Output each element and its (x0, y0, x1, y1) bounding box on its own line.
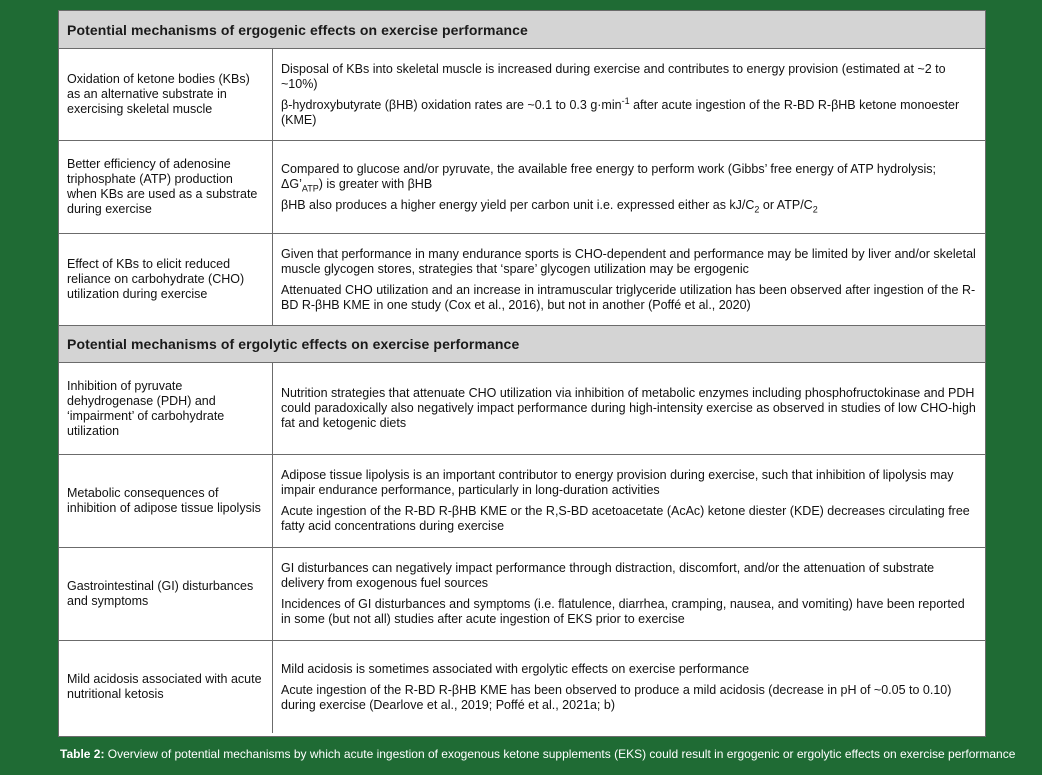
mechanism-label: Gastrointestinal (GI) disturbances and symptoms (67, 579, 254, 608)
mechanism-cell (59, 548, 273, 640)
mechanism-label: Inhibition of pyruvate dehydrogenase (PDH) and ‘impairment’ of carbohydrate utilization (67, 378, 225, 438)
detail-text: GI disturbances can negatively impact performance through distraction, discomfort, and/or the attenuation of substrate delivery from exogenous fuel sources (281, 561, 935, 590)
detail-text: Nutrition strategies that attenuate CHO utilization via inhibition of metabolic enzymes including phosphofructokinase and PDH could paradoxically also negatively impact performance during high-intensity exercise as observed in studies of low CHO-high fat and ketogenic diets (281, 386, 976, 430)
mechanism-cell (59, 49, 273, 140)
table-row (59, 641, 985, 733)
table-caption (60, 747, 1020, 761)
section-header-ergogenic (59, 11, 985, 49)
mechanisms-table (58, 10, 986, 737)
caption-label: Table 2: (60, 747, 105, 761)
mechanism-label: Mild acidosis associated with acute nutritional ketosis (67, 672, 262, 701)
details-cell (273, 455, 985, 547)
details-cell (273, 49, 985, 140)
detail-text: Adipose tissue lipolysis is an important contributor to energy provision during exercise, such that inhibition of lipolysis may impair endurance performance, particularly in long-duration activities (281, 468, 954, 497)
mechanism-cell (59, 141, 273, 233)
table-row (59, 548, 985, 641)
detail-text: βHB also produces a higher energy yield per carbon unit i.e. expressed either as $kJ/C_2$ or ATP/$C_2$ (281, 197, 818, 214)
table-row (59, 141, 985, 234)
table-row (59, 455, 985, 548)
detail-text: Acute ingestion of the R-BD R-βHB KME has been observed to produce a mild acidosis (decrease in pH of ~0.05 to 0.10) during exercise (Dearlove et al., 2019; Poffé et al., 2021a; b) (281, 682, 952, 712)
details-cell (273, 641, 985, 733)
section-header-ergolytic (59, 326, 985, 363)
details-cell (273, 363, 985, 454)
detail-text: Incidences of GI disturbances and symptoms (i.e. flatulence, diarrhea, cramping, nausea, and vomiting) have been reported in some (but not all) studies after acute ingestion of EKS prior to exercise (281, 597, 965, 626)
detail-text: Disposal of KBs into skeletal muscle is increased during exercise and contributes to energy provision (estimated at ~2 to ~10%) (281, 61, 946, 91)
table-row (59, 49, 985, 141)
mechanism-cell (59, 641, 273, 733)
section-title: Potential mechanisms of ergogenic effects on exercise performance (67, 21, 528, 38)
detail-text: Compared to glucose and/or pyruvate, the available free energy to perform work (Gibbs’ free energy of ATP hydrolysis; $\Delta G’_{ATP}$) is greater with βHB (281, 161, 936, 193)
mechanism-label: Effect of KBs to elicit reduced reliance on carbohydrate (CHO) utilization during exercise (67, 257, 245, 301)
detail-text: Attenuated CHO utilization and an increase in intramuscular triglyceride utilization has been observed after ingestion of the R-BD R-βHB KME in one study (Cox et al., 2016), but not in another (Poffé et al., 2020) (281, 282, 976, 312)
table-row (59, 363, 985, 455)
section-title: Potential mechanisms of ergolytic effects on exercise performance (67, 336, 520, 352)
detail-text: Mild acidosis is sometimes associated with ergolytic effects on exercise performance (281, 661, 750, 676)
mechanism-cell (59, 363, 273, 454)
detail-text: Acute ingestion of the R-BD R-βHB KME or the R,S-BD acetoacetate (AcAc) ketone diester (KDE) decreases circulating free fatty acid concentrations during exercise (281, 504, 970, 533)
details-cell (273, 141, 985, 233)
detail-text: Given that performance in many endurance sports is CHO-dependent and performance may be limited by liver and/or skeletal muscle glycogen stores, strategies that ‘spare’ glycogen utilization may be ergogenic (281, 246, 976, 276)
mechanism-cell (59, 234, 273, 325)
details-cell (273, 548, 985, 640)
caption-text: Overview of potential mechanisms by which acute ingestion of exogenous ketone supplements (EKS) could result in ergogenic or ergolytic effects on exercise performance (104, 747, 1016, 761)
mechanism-cell (59, 455, 273, 547)
detail-text: β-hydroxybutyrate (βHB) oxidation rates are ~0.1 to 0.3 $g\cdot\min^{-1}$ after acute ingestion of the R-BD R-βHB ketone monoester (KME) (281, 95, 960, 127)
mechanism-label: Oxidation of ketone bodies (KBs) as an alternative substrate in exercising skeletal muscle (67, 72, 250, 116)
mechanism-label: Metabolic consequences of inhibition of adipose tissue lipolysis (67, 486, 261, 515)
table-row (59, 234, 985, 326)
mechanism-label: Better efficiency of adenosine triphosphate (ATP) production when KBs are used as a substrate during exercise (67, 157, 258, 216)
details-cell (273, 234, 985, 325)
